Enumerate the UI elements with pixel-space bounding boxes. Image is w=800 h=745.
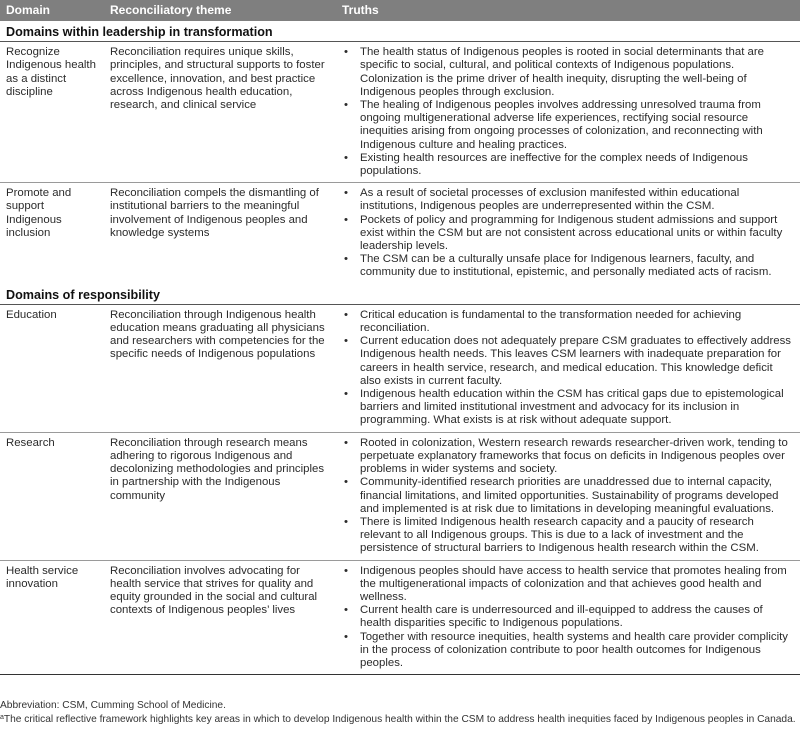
domain-cell: Recognize Indigenous health as a distinct discipline (0, 42, 104, 183)
theme-cell: Reconciliation through research means adhering to rigorous Indigenous and decolonizing methodologies and principles in partnership with the Indigenous community (104, 432, 336, 560)
footnote-marker: a (0, 714, 4, 722)
table-row (0, 432, 800, 560)
section-heading (0, 284, 800, 305)
domain-cell: Health service innovation (0, 560, 104, 675)
truth-item: • Current education does not adequately prepare CSM graduates to effectively address Indigenous health needs. This leaves CSM learners with inadequate preparation for careers in health service, research, and medical education. This knowledge deficit also exists in current faculty. (342, 335, 794, 388)
table-footnotes (0, 700, 800, 727)
domain-cell: Education (0, 304, 104, 432)
table-row (0, 304, 800, 432)
truth-item: • Indigenous peoples should have access to health service that promotes healing from the multigenerational impacts of colonization and that achieves good health and wellness. (342, 565, 794, 605)
section-title: Domains within leadership in transformation (0, 21, 800, 42)
truths-list (342, 46, 794, 178)
truths-cell (336, 560, 800, 675)
truth-item: • Community-identified research priorities are unaddressed due to internal capacity, financial limitations, and limited opportunities. Sustainability of programs developed and implemented is at risk due to limitations in developing meaningful evaluations. (342, 476, 794, 516)
abbreviation-note: Abbreviation: CSM, Cumming School of Medicine. (0, 700, 226, 711)
truth-item: • Existing health resources are ineffective for the complex needs of Indigenous populations. (342, 152, 794, 178)
truths-cell (336, 42, 800, 183)
table-row (0, 42, 800, 183)
truths-cell (336, 304, 800, 432)
truth-item: • The CSM can be a culturally unsafe place for Indigenous learners, faculty, and community due to institutional, epistemic, and personally mediated acts of racism. (342, 253, 794, 279)
footnote-text: The critical reflective framework highlights key areas in which to develop Indigenous health within the CSM to address health inequities faced by Indigenous peoples in Canada. (3, 714, 796, 726)
truths-cell (336, 432, 800, 560)
truths-cell (336, 183, 800, 284)
header-theme: Reconciliatory theme (104, 0, 336, 21)
section-heading (0, 21, 800, 42)
truths-list (342, 309, 794, 428)
truth-item: • Rooted in colonization, Western research rewards researcher-driven work, tending to perpetuate explanatory frameworks that focus on deficits in Indigenous peoples over problems in wider systems and society. (342, 437, 794, 477)
header-truths: Truths (336, 0, 800, 21)
theme-cell: Reconciliation compels the dismantling of institutional barriers to the meaningful involvement of Indigenous peoples and knowledge systems (110, 187, 319, 239)
truth-item: • There is limited Indigenous health research capacity and a paucity of research relevant to all Indigenous groups. This is due to a lack of investment and the persistence of structural barriers to Indigenous health research within the CSM. (342, 516, 794, 556)
header-domain: Domain (0, 0, 104, 21)
framework-footnote (0, 712, 800, 726)
domain-cell: Research (0, 432, 104, 560)
truths-list (342, 565, 794, 671)
table-row (0, 183, 800, 284)
domain-cell: Promote and support Indigenous inclusion (6, 187, 72, 239)
truths-list (342, 437, 794, 556)
truth-item: • The healing of Indigenous peoples involves addressing unresolved trauma from ongoing multigenerational adverse life experiences, rectifying social resource inequities arising from ongoing processes of colonization, and reconnecting with Indigenous culture and healing practices. (342, 99, 794, 152)
theme-cell: Reconciliation through Indigenous health education means graduating all physicians and researchers with competencies for the specific needs of Indigenous populations (104, 304, 336, 432)
truth-item: • Together with resource inequities, health systems and health care provider complicity in the process of colonization contribute to poor health outcomes for Indigenous peoples. (342, 631, 794, 671)
theme-cell: Reconciliation involves advocating for health service that strives for quality and equity grounded in the social and cultural contexts of Indigenous peoples’ lives (104, 560, 336, 675)
truth-item: • The health status of Indigenous peoples is rooted in social determinants that are specific to social, cultural, and political contexts of Indigenous populations. Colonization is the prime driver of health inequity, disrupting the well-being of Indigenous peoples through exclusion. (342, 46, 794, 99)
table-row (0, 560, 800, 675)
section-title: Domains of responsibility (0, 284, 800, 305)
truths-list (342, 187, 794, 279)
truth-item: • Indigenous health education within the CSM has critical gaps due to epistemological barriers and limited institutional investment and advocacy for its inclusion in programming. What exists is at risk without adequate support. (342, 388, 794, 428)
truth-item: • Current health care is underresourced and ill-equipped to address the causes of health disparities specific to Indigenous populations. (342, 604, 794, 630)
header-row (0, 0, 800, 21)
truth-item: • Pockets of policy and programming for Indigenous student admissions and support exist within the CSM but are not consistent across educational units or within faculty leadership levels. (342, 214, 794, 254)
theme-cell: Reconciliation requires unique skills, principles, and structural supports to foster excellence, innovation, and best practice across Indigenous health education, research, and clinical service (104, 42, 336, 183)
truth-item: • Critical education is fundamental to the transformation needed for achieving reconciliation. (342, 309, 794, 335)
truth-item: • As a result of societal processes of exclusion manifested within educational institutions, Indigenous peoples are underrepresented within the CSM. (342, 187, 794, 213)
